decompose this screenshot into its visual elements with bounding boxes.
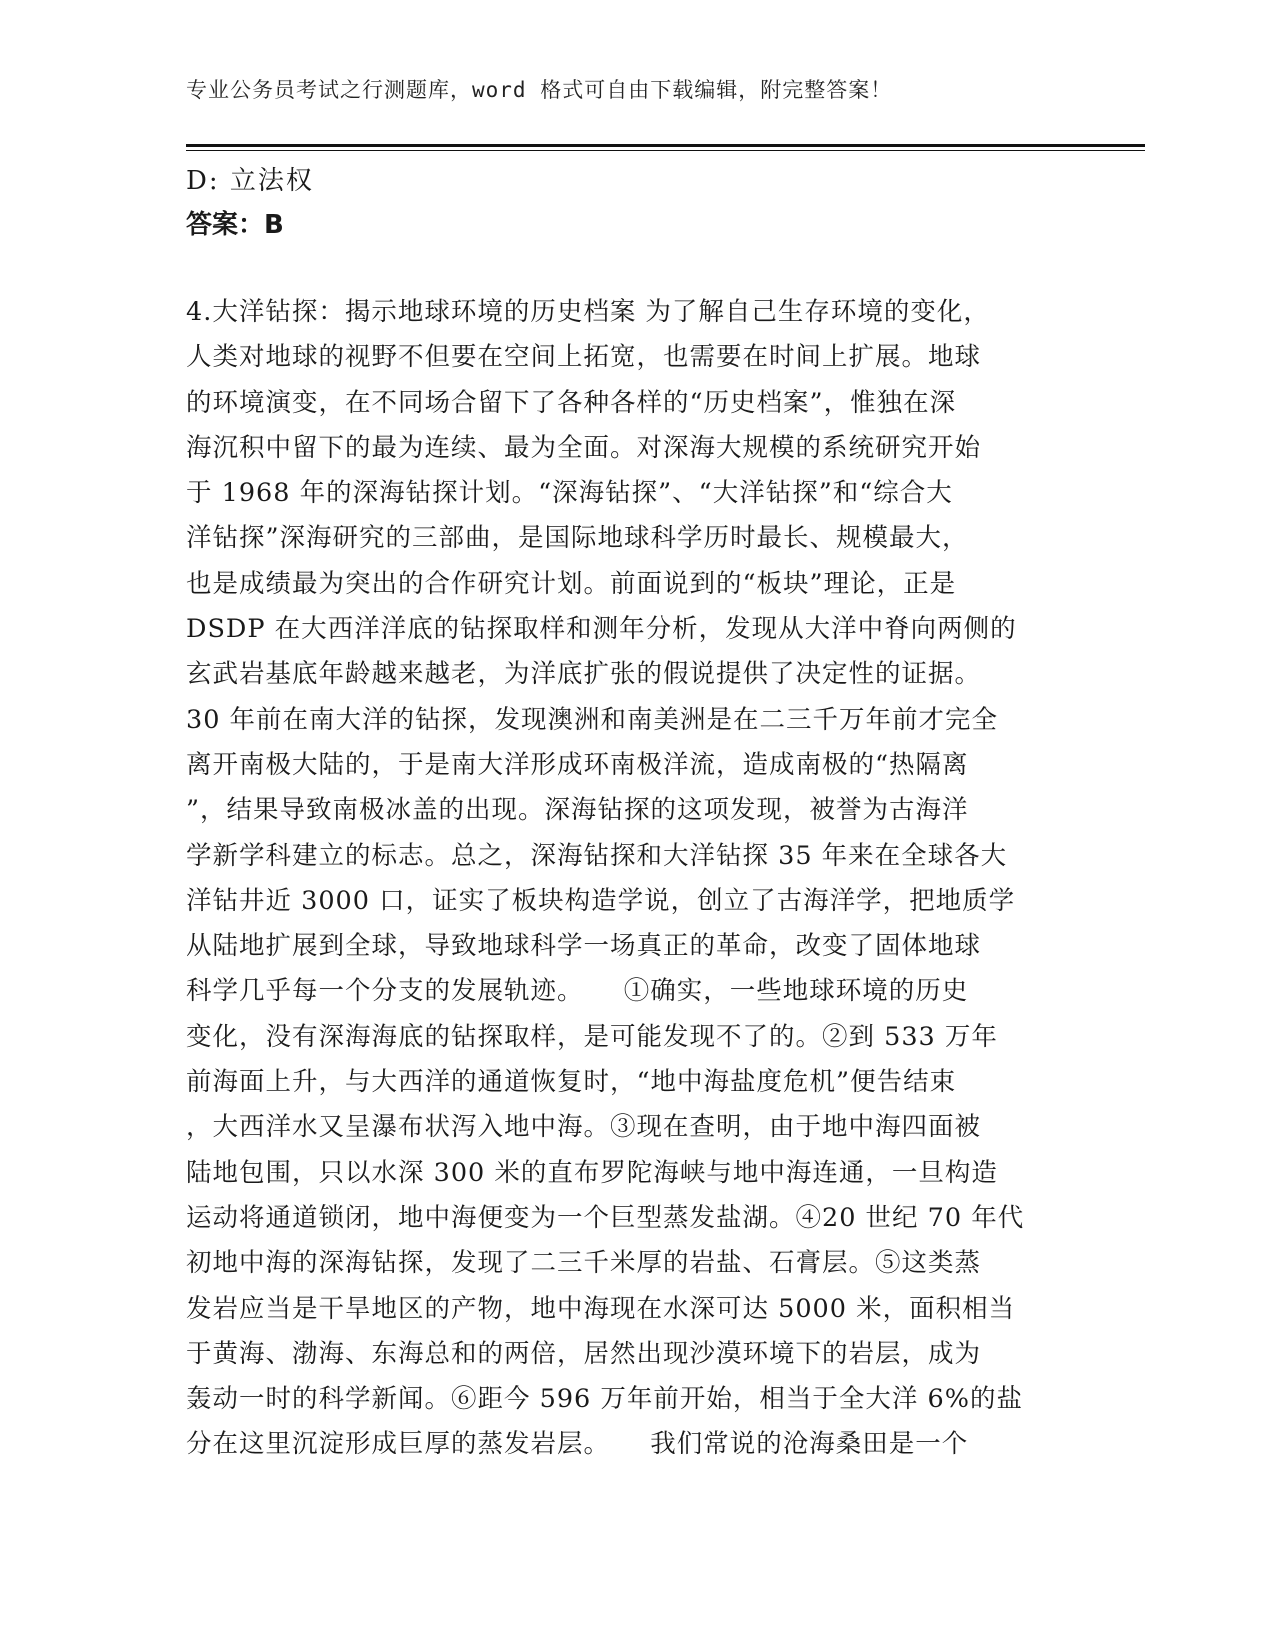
question-line: ，大西洋水又呈瀑布状泻入地中海。③现在查明，由于地中海四面被 bbox=[186, 1112, 982, 1143]
question-line: 变化，没有深海海底的钻探取样，是可能发现不了的。②到 533 万年 bbox=[186, 1021, 998, 1052]
question-4-body bbox=[186, 290, 1066, 1468]
question-line: 从陆地扩展到全球，导致地球科学一场真正的革命，改变了固体地球 bbox=[186, 931, 982, 962]
question-line: 的环境演变，在不同场合留下了各种各样的“历史档案”，惟独在深 bbox=[186, 387, 957, 418]
question-line: 也是成绩最为突出的合作研究计划。前面说到的“板块”理论，正是 bbox=[186, 568, 957, 599]
question-line: 30 年前在南大洋的钻探，发现澳洲和南美洲是在二三千万年前才完全 bbox=[186, 704, 999, 735]
question-line: DSDP 在大西洋洋底的钻探取样和测年分析，发现从大洋中脊向两侧的 bbox=[186, 614, 1017, 645]
question-line: ”，结果导致南极冰盖的出现。深海钻探的这项发现，被誉为古海洋 bbox=[186, 795, 969, 826]
question-line: 洋钻井近 3000 口，证实了板块构造学说，创立了古海洋学，把地质学 bbox=[186, 885, 1016, 916]
question-line: 分在这里沉淀形成巨厚的蒸发岩层。 我们常说的沧海桑田是一个 bbox=[186, 1429, 969, 1460]
question-line: 运动将通道锁闭，地中海便变为一个巨型蒸发盐湖。④20 世纪 70 年代 bbox=[186, 1202, 1025, 1233]
question-line: 于 1968 年的深海钻探计划。“深海钻探”、“大洋钻探”和“综合大 bbox=[186, 478, 953, 509]
header-divider-thin bbox=[186, 150, 1145, 151]
option-d: D: 立法权 bbox=[186, 166, 314, 196]
question-line: 轰动一时的科学新闻。⑥距今 596 万年前开始，相当于全大洋 6%的盐 bbox=[186, 1384, 1023, 1415]
page-header-note: 专业公务员考试之行测题库，word 格式可自由下载编辑，附完整答案！ bbox=[186, 78, 893, 102]
question-line: 科学几乎每一个分支的发展轨迹。 ①确实，一些地球环境的历史 bbox=[186, 976, 969, 1007]
question-line: 洋钻探”深海研究的三部曲，是国际地球科学历时最长、规模最大， bbox=[186, 523, 969, 554]
question-line: 初地中海的深海钻探，发现了二三千米厚的岩盐、石膏层。⑤这类蒸 bbox=[186, 1248, 982, 1279]
question-line: 人类对地球的视野不但要在空间上拓宽，也需要在时间上扩展。地球 bbox=[186, 342, 982, 373]
question-line: 学新学科建立的标志。总之，深海钻探和大洋钻探 35 年来在全球各大 bbox=[186, 840, 1008, 871]
question-line: 前海面上升，与大西洋的通道恢复时，“地中海盐度危机”便告结束 bbox=[186, 1067, 957, 1098]
question-line: 于黄海、渤海、东海总和的两倍，居然出现沙漠环境下的岩层，成为 bbox=[186, 1338, 982, 1369]
question-line: 海沉积中留下的最为连续、最为全面。对深海大规模的系统研究开始 bbox=[186, 432, 982, 463]
question-line: 4.大洋钻探：揭示地球环境的历史档案 为了解自己生存环境的变化， bbox=[186, 297, 990, 327]
question-line: 离开南极大陆的，于是南大洋形成环南极洋流，造成南极的“热隔离 bbox=[186, 749, 969, 780]
answer-label: 答案：B bbox=[186, 210, 284, 240]
question-line: 玄武岩基底年龄越来越老，为洋底扩张的假说提供了决定性的证据。 bbox=[186, 659, 982, 690]
question-line: 发岩应当是干旱地区的产物，地中海现在水深可达 5000 米，面积相当 bbox=[186, 1293, 1016, 1324]
question-line: 陆地包围，只以水深 300 米的直布罗陀海峡与地中海连通，一旦构造 bbox=[186, 1157, 998, 1188]
header-divider-thick bbox=[186, 144, 1145, 147]
